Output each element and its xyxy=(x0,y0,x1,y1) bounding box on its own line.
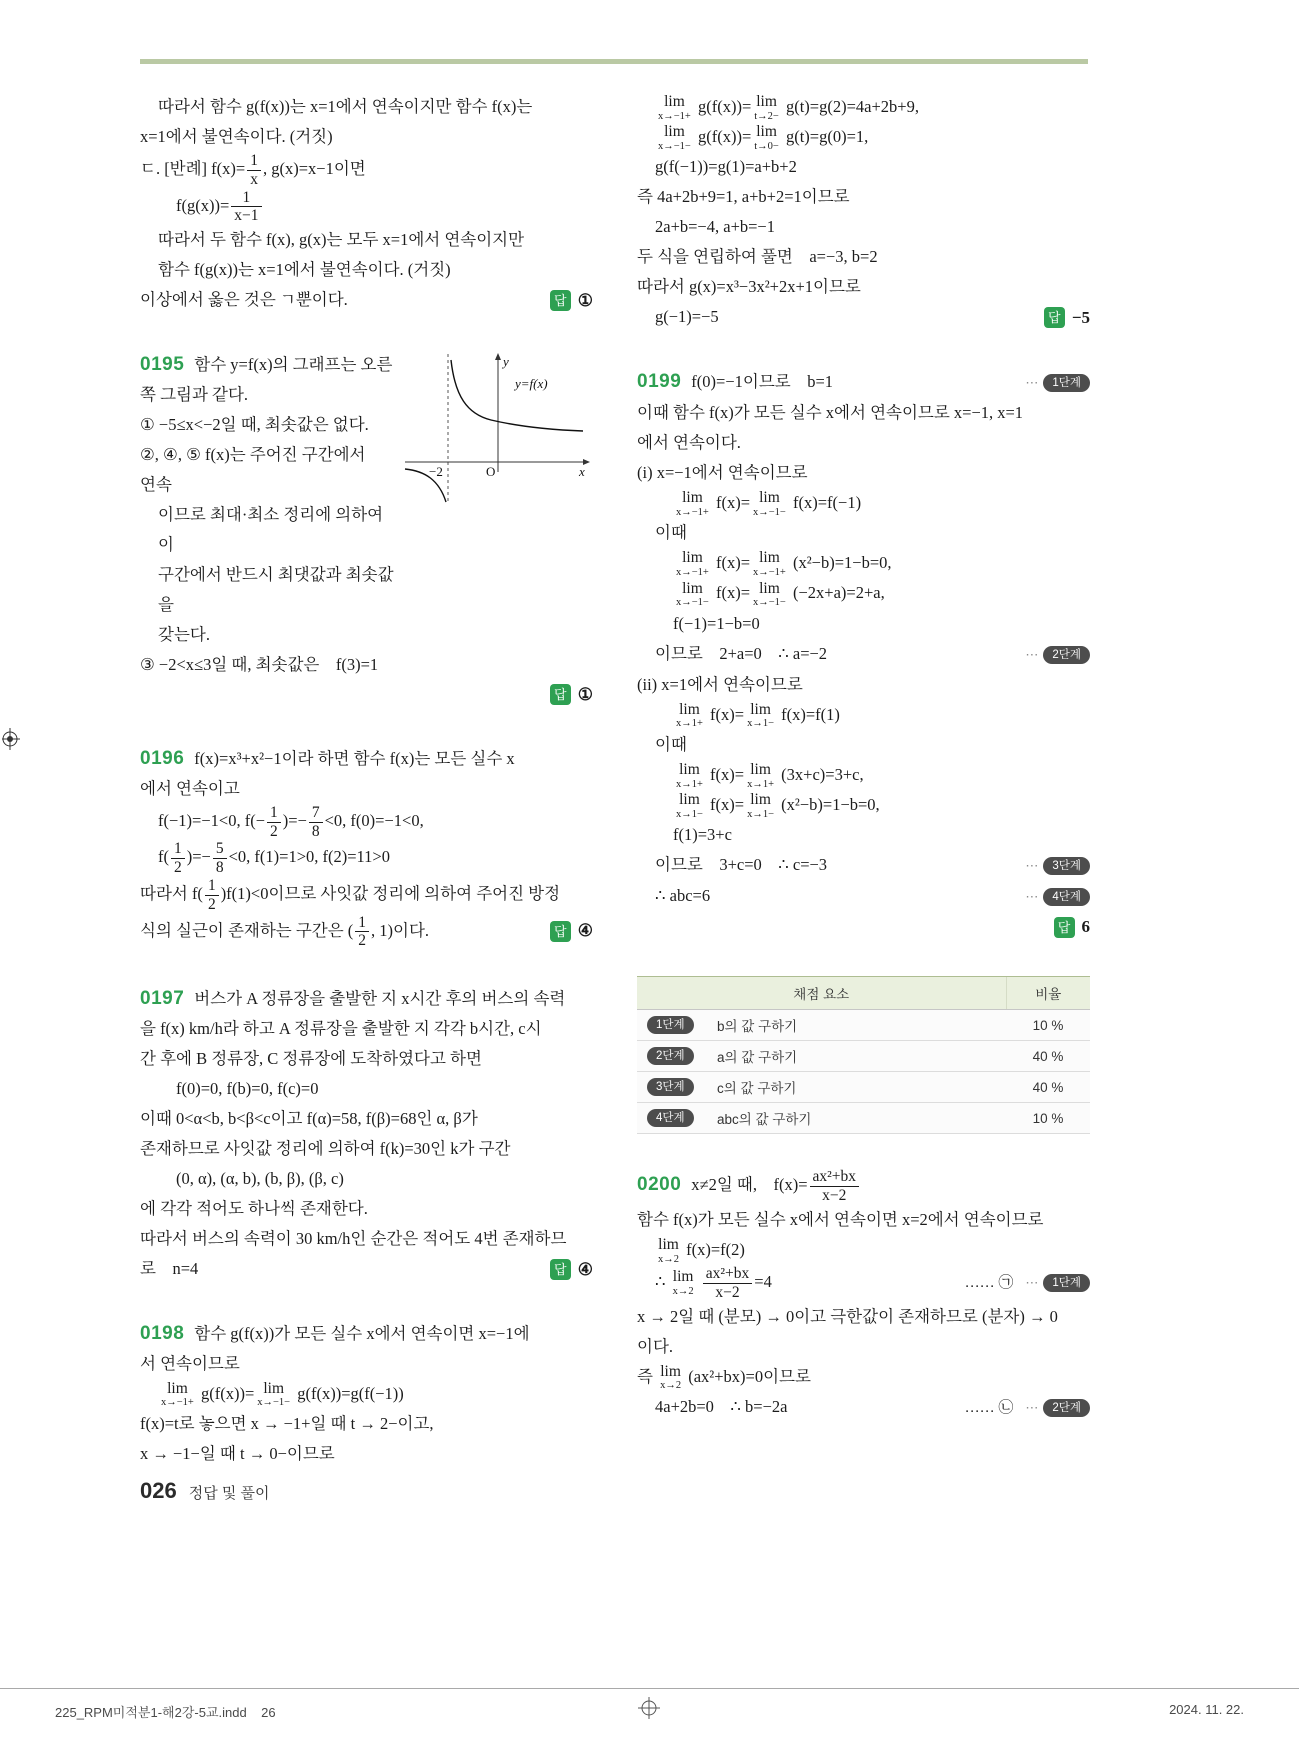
line-text: ②, ④, ⑤ f(x)는 주어진 구간에서 연속 xyxy=(140,444,366,494)
solution-line xyxy=(140,877,593,914)
line-text: 함수 f(x)가 모든 실수 x에서 연속이면 x=2에서 연속이므로 xyxy=(637,1209,1044,1229)
limit-expression: lim x→1− xyxy=(747,791,775,820)
scoring-table xyxy=(637,976,1090,1134)
line-text: lim x→−1− f(x)= lim x→−1− (−2x+a)=2+a, xyxy=(676,579,885,609)
solution-line xyxy=(140,189,593,226)
print-file-info: 225_RPM미적분1-해2강-5교.indd 26 xyxy=(55,1705,276,1720)
table-cell-criteria: b의 값 구하기 xyxy=(711,1010,1006,1041)
line-text: f(−1)=−1<0, f(− $\frac{1}{2}$ )=− $\frac{7}{8}$ <0, f(0)=−1<0, xyxy=(158,803,424,840)
line-text: 따라서 두 함수 f(x), g(x)는 모두 x=1에서 연속이지만 xyxy=(158,230,525,250)
solution-line xyxy=(637,548,1090,578)
line-text: 구간에서 반드시 최댓값과 최솟값을 xyxy=(158,564,394,614)
solution-line xyxy=(140,122,593,152)
answer-value: ① xyxy=(577,684,593,704)
step-badge: 3단계 xyxy=(1043,857,1090,875)
step-marker: ⋯ 4단계 xyxy=(1025,882,1090,912)
reference-mark: …… ㉡ xyxy=(964,1399,1014,1416)
solution-line xyxy=(637,518,1090,548)
line-text: 서 연속이므로 xyxy=(140,1353,240,1373)
line-text: 갖는다. xyxy=(158,624,210,644)
problem-0200 xyxy=(637,1168,1090,1423)
fraction: $\frac{1}{2}$ xyxy=(355,914,369,951)
line-text: 따라서 g(x)=x³−3x²+2x+1이므로 xyxy=(637,277,861,297)
line-text: lim x→−1+ g(f(x))= lim x→−1− g(f(x))=g(f(−1)) xyxy=(161,1379,404,1409)
line-right-annotations xyxy=(542,286,593,316)
line-text: ③ −2<x≤3일 때, 최솟값은 f(3)=1 xyxy=(140,654,379,674)
line-text: 이므로 3+c=0 ∴ c=−3 xyxy=(655,855,828,875)
limit-expression: lim x→−1+ xyxy=(753,549,786,578)
fraction: $\frac{1}{x}$ xyxy=(247,152,261,189)
line-right-annotations xyxy=(1017,882,1090,912)
solution-line xyxy=(140,1224,593,1254)
solution-line xyxy=(140,1254,593,1285)
line-text: 이때 xyxy=(655,734,687,754)
solution-line xyxy=(140,1134,593,1164)
answer-badge: 답 xyxy=(550,290,571,311)
answer-value: −5 xyxy=(1071,307,1090,327)
solution-line xyxy=(637,639,1090,670)
top-accent-bar xyxy=(140,59,1088,64)
line-text: 을 f(x) km/h라 하고 A 정류장을 출발한 지 각각 b시간, c시 xyxy=(140,1019,542,1039)
solution-line xyxy=(637,730,1090,760)
line-text: 쪽 그림과 같다. xyxy=(140,384,249,404)
step-marker: ⋯ 3단계 xyxy=(1025,851,1090,881)
limit-expression: lim x→1+ xyxy=(676,761,703,790)
solution-line xyxy=(140,1104,593,1134)
line-text: lim x→−1+ f(x)= lim x→−1+ (x²−b)=1−b=0, xyxy=(676,549,892,578)
limit-expression: lim x→2 xyxy=(672,1268,694,1297)
table-cell-step xyxy=(637,1041,711,1072)
solution-line xyxy=(140,1439,593,1469)
line-text: f(0)=0, f(b)=0, f(c)=0 xyxy=(176,1079,319,1099)
solution-line xyxy=(140,804,593,841)
fraction: $\frac{7}{8}$ xyxy=(309,804,323,841)
limit-expression: lim x→−1− xyxy=(676,579,709,609)
curve-label: y=f(x) xyxy=(515,375,548,391)
solution-line xyxy=(637,122,1090,152)
solution-line xyxy=(637,488,1090,518)
solution-line xyxy=(637,367,1090,398)
left-column xyxy=(140,92,593,1503)
footer-section-label: 정답 및 풀이 xyxy=(188,1485,270,1502)
line-text: f( $\frac{1}{2}$ )=− $\frac{5}{8}$ <0, f(1)=1>0, f(2)=11>0 xyxy=(158,840,390,877)
x-axis-label: x xyxy=(579,463,585,479)
line-text: 이때 0<α<b, b<β<c이고 f(α)=58, f(β)=68인 α, β가 xyxy=(140,1109,478,1129)
origin-label: O xyxy=(486,463,496,479)
line-text: g(−1)=−5 xyxy=(655,307,719,327)
y-axis-arrow xyxy=(495,353,501,360)
graph-canvas xyxy=(393,350,593,510)
solution-line xyxy=(637,578,1090,608)
line-text: lim x→1+ f(x)= lim x→1− f(x)=f(1) xyxy=(676,700,840,730)
problem-number: 0197 xyxy=(140,988,185,1010)
problem-0195 xyxy=(140,350,593,710)
table-header-ratio: 비율 xyxy=(1006,977,1090,1010)
line-text: 4a+2b=0 ∴ b=−2a xyxy=(655,1396,788,1416)
step-badge: 2단계 xyxy=(1043,646,1090,664)
step-badge: 3단계 xyxy=(647,1078,694,1096)
limit-expression: lim t→0− xyxy=(754,123,779,152)
line-text: 에서 연속이고 xyxy=(140,778,240,798)
solution-line xyxy=(637,92,1090,122)
table-cell-criteria: c의 값 구하기 xyxy=(711,1072,1006,1103)
solution-line xyxy=(140,255,593,285)
solution-line xyxy=(637,1265,1090,1302)
solution-line xyxy=(140,1074,593,1104)
solution-line xyxy=(140,225,593,255)
limit-expression: lim x→2 xyxy=(658,1236,679,1265)
line-right-annotations xyxy=(1017,851,1090,881)
solution-line xyxy=(140,650,593,680)
line-text: ㄷ. [반례] f(x)= $\frac{1}{x}$ , g(x)=x−1이면 xyxy=(140,152,366,188)
problem-number: 0199 xyxy=(637,370,682,392)
solution-line xyxy=(637,1235,1090,1265)
step-badge: 1단계 xyxy=(1043,1274,1090,1292)
line-text: 에서 연속이다. xyxy=(637,432,741,452)
limit-expression: lim x→−1+ xyxy=(161,1379,194,1409)
solution-line xyxy=(637,272,1090,302)
line-text: ∴ abc=6 xyxy=(655,886,711,906)
line-text: (i) x=−1에서 연속이므로 xyxy=(637,462,808,482)
limit-expression: lim x→−1− xyxy=(257,1379,291,1409)
table-cell-ratio: 10 % xyxy=(1006,1010,1090,1041)
answer-value: ① xyxy=(577,290,593,310)
problem-0198-continued xyxy=(637,92,1090,333)
solution-line xyxy=(140,774,593,804)
table-cell-ratio: 40 % xyxy=(1006,1041,1090,1072)
answer-badge: 답 xyxy=(550,921,571,942)
line-text: 두 식을 연립하여 풀면 a=−3, b=2 xyxy=(637,247,878,267)
step-badge: 4단계 xyxy=(1043,888,1090,906)
problem-number: 0198 xyxy=(140,1322,185,1344)
answer xyxy=(550,1255,593,1285)
step-marker: ⋯ 2단계 xyxy=(1025,640,1090,670)
problem-0196 xyxy=(140,744,593,951)
line-text: 이때 함수 f(x)가 모든 실수 x에서 연속이므로 x=−1, x=1 xyxy=(637,402,1024,422)
line-text: lim x→−1− g(f(x))= lim t→0− g(t)=g(0)=1, xyxy=(658,123,869,152)
solution-line xyxy=(637,760,1090,790)
table-cell-criteria: abc의 값 구하기 xyxy=(711,1103,1006,1134)
table-row xyxy=(637,1041,1090,1072)
line-text: f(x)=x³+x²−1이라 하면 함수 f(x)는 모든 실수 x xyxy=(194,748,515,768)
solution-line xyxy=(637,1168,1090,1205)
y-axis-label: y xyxy=(503,353,509,369)
solution-line xyxy=(637,881,1090,912)
line-text: x≠2일 때, f(x)= $\frac{\text{ax²+bx}}{x-2}$ xyxy=(691,1168,861,1205)
step-badge: 1단계 xyxy=(647,1016,694,1034)
answer-badge: 답 xyxy=(550,1259,571,1280)
table-row xyxy=(637,1072,1090,1103)
solution-line xyxy=(140,744,593,774)
limit-expression: lim x→−1+ xyxy=(676,489,709,518)
line-right-annotations xyxy=(1017,640,1090,670)
solution-line xyxy=(637,398,1090,428)
problem-number: 0196 xyxy=(140,747,185,769)
problem-0197 xyxy=(140,984,593,1285)
print-date: 2024. 11. 22. xyxy=(1169,1702,1244,1717)
solution-line xyxy=(140,92,593,122)
answer-value: ④ xyxy=(577,1259,593,1279)
table-header-criteria: 채점 요소 xyxy=(637,977,1006,1010)
line-text: ∴ lim x→2 $\frac{\text{ax²+bx}}{x-2}$ =4 xyxy=(655,1265,772,1301)
solution-line xyxy=(140,984,593,1014)
answer-value: 6 xyxy=(1081,917,1090,937)
solution-line xyxy=(637,609,1090,639)
solution-line xyxy=(140,152,593,189)
line-text: 버스가 A 정류장을 출발한 지 x시간 후의 버스의 속력 xyxy=(194,989,566,1009)
line-right-annotations xyxy=(1017,368,1090,398)
asymptote-label: −2 xyxy=(429,463,443,479)
table-row xyxy=(637,1103,1090,1134)
limit-expression: lim x→1− xyxy=(747,700,775,730)
fraction: $\frac{1}{2}$ xyxy=(267,804,281,841)
solution-line xyxy=(637,850,1090,881)
line-text: 따라서 함수 g(f(x))는 x=1에서 연속이지만 함수 f(x)는 xyxy=(158,97,533,116)
line-text: x=1에서 불연속이다. (거짓) xyxy=(140,127,333,146)
limit-expression: lim x→−1− xyxy=(753,489,786,518)
table-cell-criteria: a의 값 구하기 xyxy=(711,1041,1006,1072)
line-text: 함수 g(f(x))가 모든 실수 x에서 연속이면 x=−1에 xyxy=(194,1323,530,1343)
line-text: 2a+b=−4, a+b=−1 xyxy=(655,217,775,237)
solution-line xyxy=(140,1409,593,1439)
line-text: 즉 4a+2b+9=1, a+b+2=1이므로 xyxy=(637,187,850,207)
solution-line xyxy=(140,285,593,316)
table-cell-step xyxy=(637,1103,711,1134)
step-badge: 2단계 xyxy=(1043,1399,1090,1417)
solution-line xyxy=(637,428,1090,458)
line-text: x → −1−일 때 t → 0−이므로 xyxy=(140,1443,335,1463)
solution-line xyxy=(637,670,1090,700)
answer xyxy=(1054,912,1091,942)
limit-expression: lim x→−1+ xyxy=(658,93,691,122)
line-text: 이때 xyxy=(655,523,687,543)
page-content xyxy=(140,92,1090,1503)
answer xyxy=(1044,303,1090,333)
line-text: 함수 f(g(x))는 x=1에서 불연속이다. (거짓) xyxy=(158,260,451,280)
answer-badge: 답 xyxy=(1044,307,1065,328)
line-text: f(1)=3+c xyxy=(673,825,732,845)
line-text: 식의 실근이 존재하는 구간은 ( $\frac{1}{2}$ , 1)이다. xyxy=(140,913,430,950)
step-badge: 2단계 xyxy=(647,1047,694,1065)
solution-line xyxy=(140,1044,593,1074)
line-text: lim x→1+ f(x)= lim x→1+ (3x+c)=3+c, xyxy=(676,761,864,790)
line-text: lim x→−1+ g(f(x))= lim t→2− g(t)=g(2)=4a+2b+9, xyxy=(658,93,919,122)
solution-line xyxy=(637,1302,1090,1332)
limit-expression: lim x→2 xyxy=(660,1362,682,1392)
solution-line xyxy=(140,1014,593,1044)
limit-expression: lim x→1+ xyxy=(747,761,775,790)
solution-line xyxy=(140,1164,593,1194)
line-text: 이다. xyxy=(637,1336,674,1356)
problem-number: 0200 xyxy=(637,1174,682,1196)
fraction: $\frac{1}{2}$ xyxy=(205,877,219,914)
solution-line xyxy=(637,912,1090,942)
line-right-annotations xyxy=(542,1255,593,1285)
solution-line xyxy=(637,1362,1090,1392)
line-right-annotations xyxy=(542,916,593,946)
line-text: f(g(x))= $\frac{1}{x-1}$ xyxy=(176,189,264,226)
answer xyxy=(550,916,593,946)
line-text: 이상에서 옳은 것은 ㄱ뿐이다. xyxy=(140,290,348,310)
fraction: $\frac{1}{2}$ xyxy=(171,840,185,877)
problem-number: 0195 xyxy=(140,353,185,375)
right-column xyxy=(637,92,1090,1503)
answer xyxy=(550,680,593,710)
line-text: 에 각각 적어도 하나씩 존재한다. xyxy=(140,1199,368,1219)
solution-line xyxy=(140,1319,593,1349)
solution-line xyxy=(637,212,1090,242)
line-right-annotations xyxy=(1036,303,1090,333)
limit-expression: lim x→−1− xyxy=(658,123,691,152)
limit-expression: lim x→1− xyxy=(676,791,703,820)
table-cell-step xyxy=(637,1010,711,1041)
page-footer xyxy=(140,1478,270,1504)
line-text: (0, α), (α, b), (b, β), (β, c) xyxy=(176,1169,344,1189)
line-right-annotations xyxy=(1046,912,1091,942)
line-text: 따라서 f( $\frac{1}{2}$ )f(1)<0이므로 사잇값 정리에 의하여 주어진 방정 xyxy=(140,877,561,913)
fraction: $\frac{\text{ax²+bx}}{x-2}$ xyxy=(703,1265,753,1302)
line-text: g(f(−1))=g(1)=a+b+2 xyxy=(655,157,797,177)
solution-line xyxy=(637,152,1090,182)
answer-badge: 답 xyxy=(550,684,571,705)
line-text: f(0)=−1이므로 b=1 xyxy=(691,371,833,391)
step-marker: ⋯ 1단계 xyxy=(1025,1268,1090,1298)
registration-mark-icon xyxy=(2,728,22,750)
line-text: 즉 lim x→2 (ax²+bx)=0이므로 xyxy=(637,1362,811,1392)
solution-line xyxy=(140,1194,593,1224)
solution-line xyxy=(637,242,1090,272)
line-text: 로 n=4 xyxy=(140,1259,199,1279)
step-badge: 1단계 xyxy=(1043,374,1090,392)
fraction: $\frac{5}{8}$ xyxy=(213,840,227,877)
line-text: f(−1)=1−b=0 xyxy=(673,613,760,633)
answer-value: ④ xyxy=(577,921,593,941)
step-marker: ⋯ 1단계 xyxy=(1025,368,1090,398)
reference-mark: …… ㉠ xyxy=(964,1275,1014,1292)
solution-line xyxy=(140,620,593,650)
answer-badge: 답 xyxy=(1054,917,1075,938)
line-text: ① −5≤x<−2일 때, 최솟값은 없다. xyxy=(140,414,369,434)
answer xyxy=(550,286,593,316)
line-text: lim x→1− f(x)= lim x→1− (x²−b)=1−b=0, xyxy=(676,791,880,820)
function-graph xyxy=(393,350,593,510)
step-badge: 4단계 xyxy=(647,1109,694,1127)
print-divider xyxy=(0,1688,1299,1689)
registration-mark-icon xyxy=(638,1697,660,1719)
scoring-table xyxy=(637,976,1090,1134)
line-right-annotations xyxy=(542,680,593,710)
table-cell-ratio: 10 % xyxy=(1006,1103,1090,1134)
solution-line xyxy=(637,1332,1090,1362)
line-text: 이므로 최대·최소 정리에 의하여 이 xyxy=(158,504,384,554)
line-text: f(x)=t로 놓으면 x → −1+일 때 t → 2−이고, xyxy=(140,1413,434,1433)
line-text: lim x→2 f(x)=f(2) xyxy=(658,1236,745,1265)
limit-expression: lim x→1+ xyxy=(676,700,703,730)
page-number: 026 xyxy=(140,1478,177,1503)
solution-line xyxy=(637,302,1090,333)
solution-line xyxy=(140,680,593,710)
table-cell-ratio: 40 % xyxy=(1006,1072,1090,1103)
line-text: x → 2일 때 (분모) → 0이고 극한값이 존재하므로 (분자) → 0 xyxy=(637,1306,1058,1326)
solution-line xyxy=(140,840,593,877)
table-cell-step xyxy=(637,1072,711,1103)
table-row xyxy=(637,1010,1090,1041)
line-text: 간 후에 B 정류장, C 정류장에 도착하였다고 하면 xyxy=(140,1049,482,1069)
limit-expression: lim t→2− xyxy=(754,93,779,122)
fraction: $\frac{\text{ax²+bx}}{x-2}$ xyxy=(810,1168,860,1205)
solution-line xyxy=(637,458,1090,488)
solution-line xyxy=(140,914,593,951)
curve-upper-branch xyxy=(451,360,583,431)
solution-line xyxy=(637,182,1090,212)
line-text: 존재하므로 사잇값 정리에 의하여 f(k)=30인 k가 구간 xyxy=(140,1139,511,1159)
solution-line xyxy=(637,790,1090,820)
limit-expression: lim x→−1− xyxy=(753,579,786,609)
continued-solution xyxy=(140,92,593,316)
solution-line xyxy=(637,820,1090,850)
line-text: 함수 y=f(x)의 그래프는 오른 xyxy=(194,354,393,374)
fraction: $\frac{1}{x-1}$ xyxy=(231,189,261,226)
line-right-annotations xyxy=(957,1268,1090,1298)
line-text: 이므로 2+a=0 ∴ a=−2 xyxy=(655,643,828,663)
solution-line xyxy=(637,700,1090,730)
solution-line xyxy=(637,1392,1090,1423)
line-text: 따라서 버스의 속력이 30 km/h인 순간은 적어도 4번 존재하므 xyxy=(140,1229,567,1249)
solution-line xyxy=(637,1205,1090,1235)
solution-line xyxy=(140,1349,593,1379)
limit-expression: lim x→−1+ xyxy=(676,549,709,578)
line-text: lim x→−1+ f(x)= lim x→−1− f(x)=f(−1) xyxy=(676,489,862,518)
step-marker: ⋯ 2단계 xyxy=(1025,1393,1090,1423)
solution-line xyxy=(140,560,593,620)
problem-0199 xyxy=(637,367,1090,942)
line-text: (ii) x=1에서 연속이므로 xyxy=(637,674,803,694)
line-right-annotations xyxy=(957,1393,1090,1423)
solution-line xyxy=(140,1379,593,1409)
problem-0198 xyxy=(140,1319,593,1469)
